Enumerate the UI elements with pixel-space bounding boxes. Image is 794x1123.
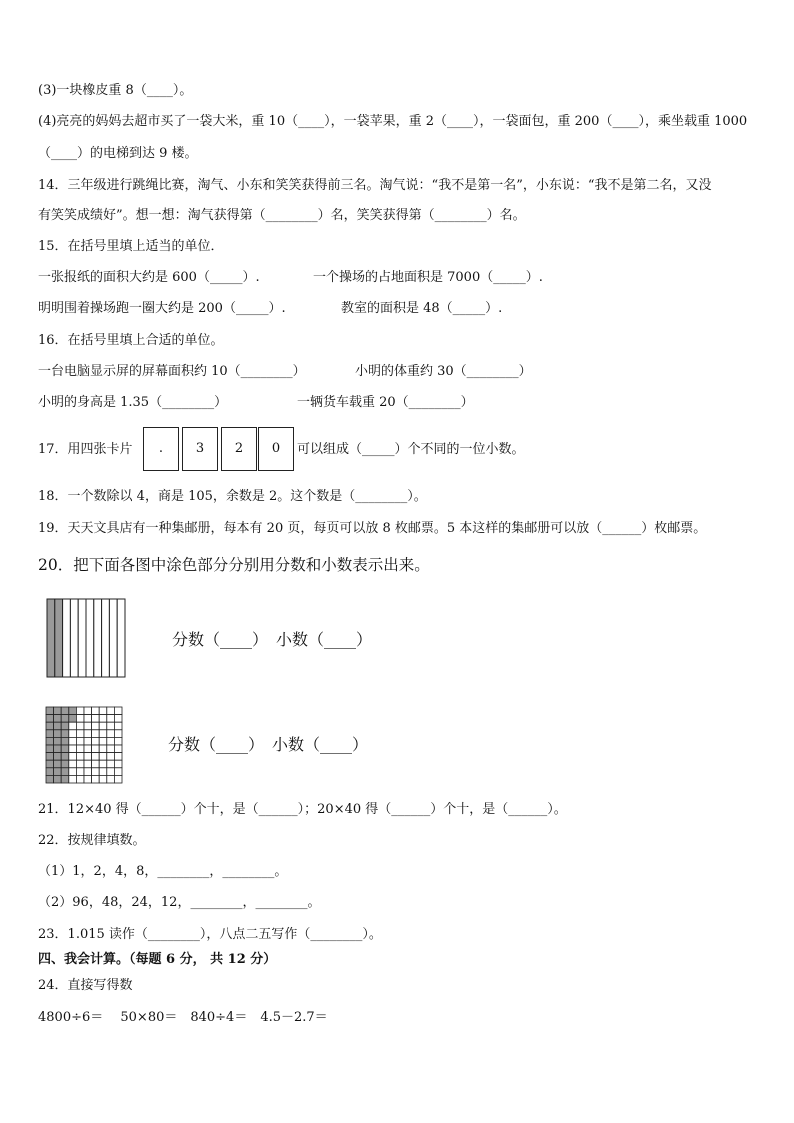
card-dot: .: [143, 427, 179, 471]
grid-cell: [61, 760, 69, 768]
card-2: 2: [221, 427, 257, 471]
grid-cell: [99, 737, 107, 745]
strip: [78, 599, 86, 677]
grid-cell: [84, 753, 92, 761]
grid-cell: [76, 737, 84, 745]
q24-title: 24．直接写得数: [38, 978, 133, 993]
grid-cell: [114, 722, 122, 730]
grid-cell: [54, 707, 62, 715]
grid-cell: [76, 753, 84, 761]
grid-cell: [114, 775, 122, 783]
grid-cell: [76, 768, 84, 776]
strip: [109, 599, 117, 677]
figure-striped-rectangle: [46, 598, 126, 678]
q16-item-d: 一辆货车载重 20（________）: [297, 395, 474, 410]
strip: [47, 599, 55, 677]
grid-cell: [69, 737, 77, 745]
grid-cell: [69, 715, 77, 723]
grid-cell: [99, 730, 107, 738]
grid-cell: [84, 707, 92, 715]
grid-cell: [46, 707, 54, 715]
grid-cell: [61, 722, 69, 730]
grid-cell: [99, 707, 107, 715]
grid-cell: [107, 737, 115, 745]
q16-item-c: 小明的身高是 1.35（________）: [38, 395, 228, 410]
grid-cell: [61, 775, 69, 783]
grid-cell: [61, 715, 69, 723]
grid-cell: [114, 730, 122, 738]
grid-cell: [69, 775, 77, 783]
grid-cell: [61, 745, 69, 753]
grid-cell: [69, 760, 77, 768]
q15-title: 15．在括号里填上适当的单位．: [38, 239, 224, 254]
figure-hundred-grid: [45, 706, 123, 784]
grid-cell: [54, 722, 62, 730]
grid-cell: [54, 768, 62, 776]
grid-cell: [54, 730, 62, 738]
grid-cell: [99, 722, 107, 730]
grid-cell: [54, 753, 62, 761]
q20-title: 20．把下面各图中涂色部分分别用分数和小数表示出来。: [38, 556, 430, 574]
q13-item4-cont: （____）的电梯到达 9 楼。: [38, 146, 198, 161]
strip: [55, 599, 63, 677]
grid-cell: [54, 745, 62, 753]
grid-cell: [92, 722, 100, 730]
q22-item2: （2）96，48，24，12，________，________。: [38, 895, 321, 910]
grid-cell: [69, 707, 77, 715]
fig1-answer: 分数（____） 小数（____）: [172, 630, 373, 649]
strip: [70, 599, 78, 677]
grid-cell: [107, 707, 115, 715]
grid-cell: [92, 745, 100, 753]
q19: 19．天天文具店有一种集邮册，每本有 20 页，每页可以放 8 枚邮票。5 本这样的集邮册可以放（______）枚邮票。: [38, 521, 707, 536]
q21: 21．12×40 得（______）个十，是（______）；20×40 得（______）个十，是（______）。: [38, 802, 567, 817]
q16-title: 16．在括号里填上合适的单位。: [38, 333, 224, 348]
strip: [102, 599, 110, 677]
grid-cell: [92, 768, 100, 776]
grid-cell: [92, 753, 100, 761]
q14-line1: 14．三年级进行跳绳比赛，淘气、小东和笑笑获得前三名。淘气说：“我不是第一名”，小东说：“我不是第二名，又没: [38, 178, 712, 193]
grid-cell: [99, 768, 107, 776]
grid-cell: [114, 760, 122, 768]
grid-cell: [84, 768, 92, 776]
grid-cell: [99, 775, 107, 783]
grid-cell: [46, 775, 54, 783]
grid-cell: [92, 737, 100, 745]
grid-cell: [99, 715, 107, 723]
grid-cell: [107, 722, 115, 730]
section-4-heading: 四、我会计算。（每题 6 分， 共 12 分）: [38, 952, 277, 967]
grid-cell: [69, 722, 77, 730]
grid-cell: [61, 730, 69, 738]
q24-items: 4800÷6＝ 50×80＝ 840÷4＝ 4.5－2.7＝: [38, 1010, 328, 1025]
grid-cell: [99, 753, 107, 761]
q22-title: 22．按规律填数。: [38, 833, 146, 848]
grid-cell: [107, 715, 115, 723]
grid-cell: [114, 707, 122, 715]
grid-cell: [92, 707, 100, 715]
grid-cell: [114, 768, 122, 776]
grid-cell: [46, 768, 54, 776]
q15-item-b: 一个操场的占地面积是 7000（_____）.: [313, 270, 543, 285]
grid-cell: [69, 730, 77, 738]
grid-cell: [84, 760, 92, 768]
grid-cell: [46, 745, 54, 753]
grid-cell: [46, 722, 54, 730]
grid-cell: [46, 730, 54, 738]
strip: [117, 599, 125, 677]
grid-cell: [107, 753, 115, 761]
grid-cell: [61, 737, 69, 745]
grid-cell: [69, 768, 77, 776]
grid-cell: [61, 768, 69, 776]
grid-cell: [54, 775, 62, 783]
grid-cell: [99, 760, 107, 768]
q15-item-d: 教室的面积是 48（_____）.: [341, 301, 503, 316]
q15-item-c: 明明围着操场跑一圈大约是 200（_____）.: [38, 301, 286, 316]
grid-cell: [76, 730, 84, 738]
grid-cell: [54, 715, 62, 723]
grid-cell: [76, 722, 84, 730]
grid-cell: [92, 760, 100, 768]
grid-cell: [76, 760, 84, 768]
grid-cell: [84, 722, 92, 730]
grid-cell: [54, 737, 62, 745]
grid-cell: [76, 715, 84, 723]
grid-cell: [107, 730, 115, 738]
card-3: 3: [182, 427, 218, 471]
q15-item-a: 一张报纸的面积大约是 600（_____）.: [38, 270, 260, 285]
grid-cell: [92, 715, 100, 723]
grid-cell: [76, 745, 84, 753]
grid-cell: [84, 715, 92, 723]
q23: 23．1.015 读作（________），八点二五写作（________）。: [38, 927, 382, 942]
q22-item1: （1）1，2，4，8，________，________。: [38, 864, 288, 879]
card-0: 0: [258, 427, 294, 471]
q18: 18．一个数除以 4，商是 105，余数是 2。这个数是（________）。: [38, 489, 427, 504]
q16-item-a: 一台电脑显示屏的屏幕面积约 10（________）: [38, 364, 306, 379]
grid-cell: [107, 760, 115, 768]
grid-cell: [107, 775, 115, 783]
grid-cell: [84, 737, 92, 745]
grid-cell: [114, 715, 122, 723]
grid-cell: [46, 760, 54, 768]
q17-suffix: 可以组成（_____）个不同的一位小数。: [297, 442, 525, 457]
grid-cell: [61, 753, 69, 761]
grid-cell: [84, 775, 92, 783]
grid-cell: [84, 745, 92, 753]
strip: [63, 599, 71, 677]
grid-cell: [69, 745, 77, 753]
grid-cell: [99, 745, 107, 753]
grid-cell: [114, 737, 122, 745]
fig2-answer: 分数（____） 小数（____）: [168, 735, 369, 754]
q17-prefix: 17．用四张卡片: [38, 442, 133, 457]
grid-cell: [92, 730, 100, 738]
grid-cell: [92, 775, 100, 783]
grid-cell: [54, 760, 62, 768]
grid-cell: [46, 737, 54, 745]
q14-line2: 有笑笑成绩好”。想一想：淘气获得第（________）名，笑笑获得第（________）名。: [38, 208, 526, 223]
grid-cell: [114, 745, 122, 753]
grid-cell: [114, 753, 122, 761]
grid-cell: [61, 707, 69, 715]
q16-item-b: 小明的体重约 30（________）: [355, 364, 532, 379]
grid-cell: [76, 775, 84, 783]
grid-cell: [69, 753, 77, 761]
q13-item4: (4)亮亮的妈妈去超市买了一袋大米，重 10（____），一袋苹果，重 2（____），一袋面包，重 200（____），乘坐载重 1000: [38, 114, 748, 129]
grid-cell: [46, 753, 54, 761]
grid-cell: [107, 745, 115, 753]
q13-item3: (3)一块橡皮重 8（____）。: [38, 83, 193, 98]
grid-cell: [76, 707, 84, 715]
grid-cell: [84, 730, 92, 738]
strip: [86, 599, 94, 677]
grid-cell: [107, 768, 115, 776]
strip: [94, 599, 102, 677]
grid-cell: [46, 715, 54, 723]
